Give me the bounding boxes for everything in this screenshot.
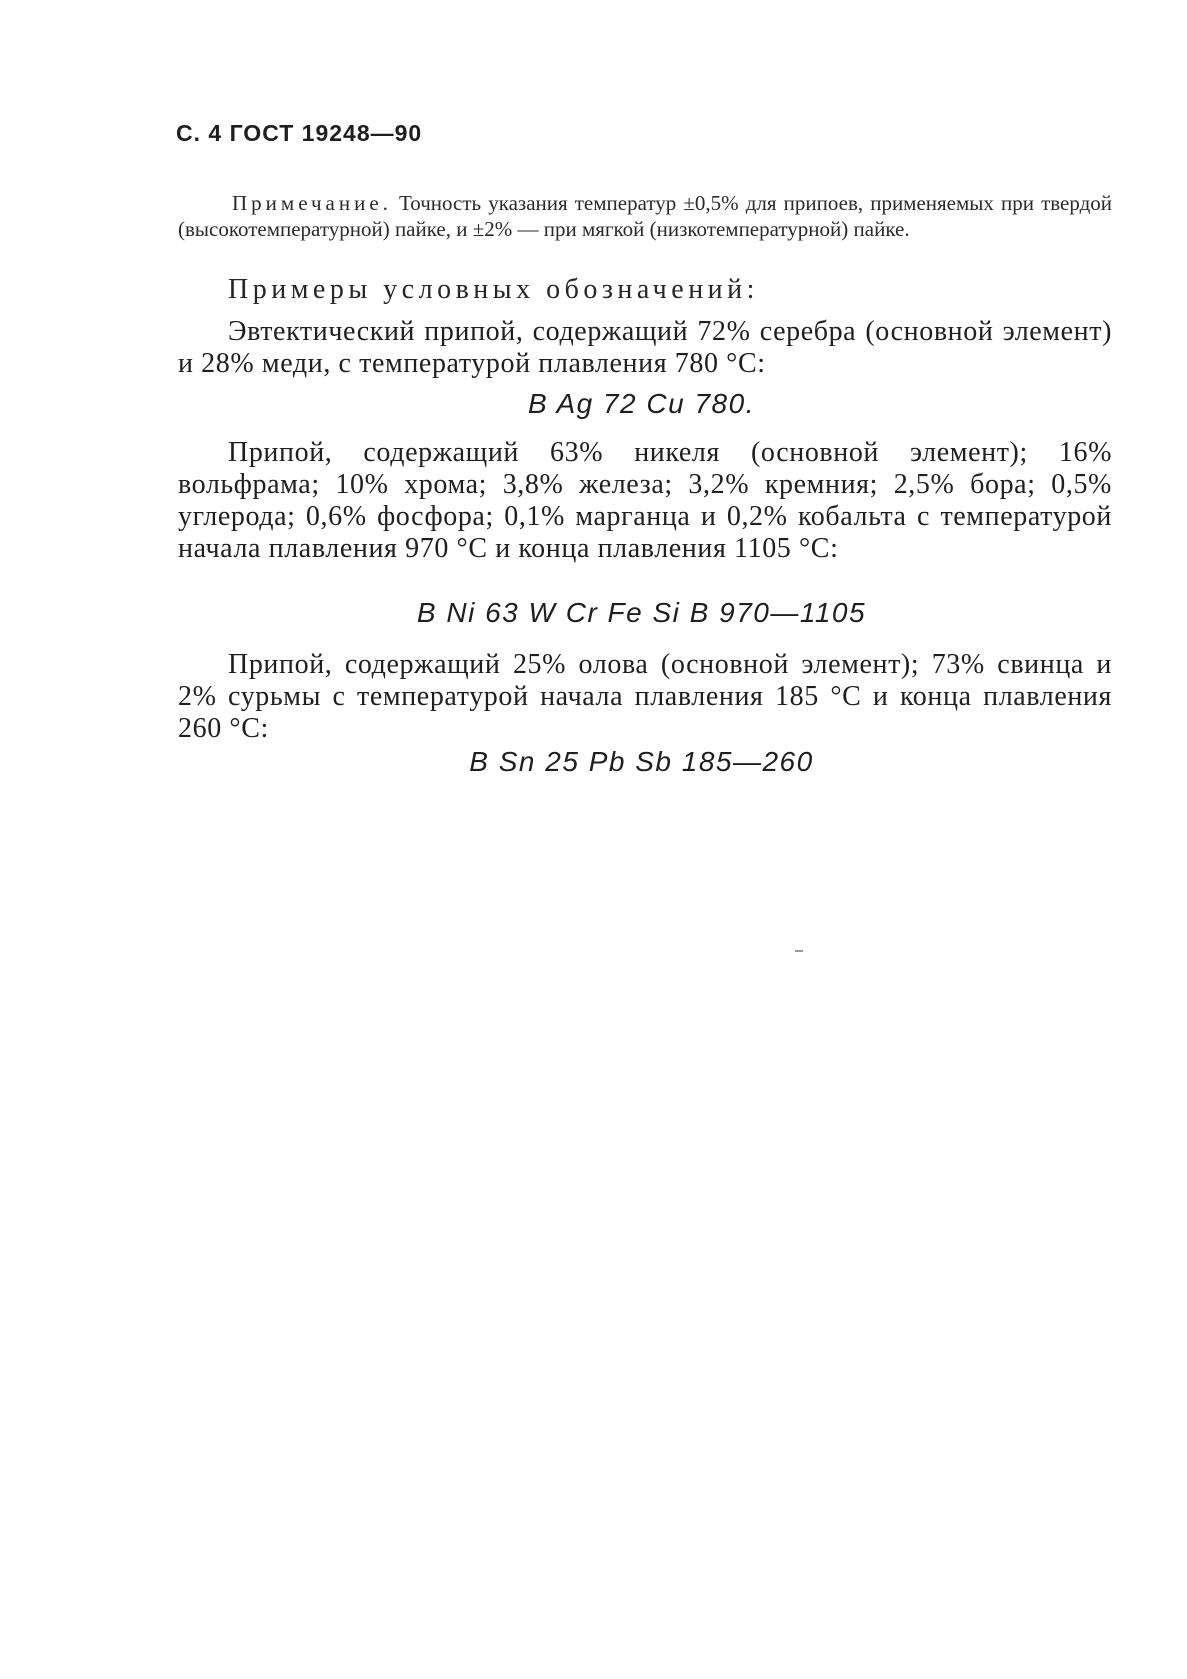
page-header: С. 4 ГОСТ 19248—90	[176, 120, 423, 146]
example-1-designation: B Ag 72 Cu 780.	[528, 388, 755, 419]
note-paragraph	[178, 190, 1112, 242]
example-3-description: Припой, содержащий 25% олова (основной элемент); 73% свинца и 2% сурьмы с температурой начала плавления 185 °С и конца плавления 260 °С:	[178, 649, 1112, 744]
example-3-designation: B Sn 25 Pb Sb 185—260	[469, 746, 814, 777]
example-2-description: Припой, содержащий 63% никеля (основной элемент); 16% вольфрама; 10% хрома; 3,8% железа; 3,2% кремния; 2,5% бора; 0,5% углерода; 0,6% фосфора; 0,1% марганца и 0,2% кобальта с температурой начала плавления 970 °С и конца плавления 1105 °С:	[178, 437, 1112, 564]
examples-heading: Примеры условных обозначений:	[228, 274, 759, 305]
example-2-designation: B Ni 63 W Cr Fe Si B 970—1105	[416, 597, 867, 628]
note-text: Точность указания температур ±0,5% для припоев, применяемых при твердой (высокотемпературной) пайке, и ±2% — при мягкой (низкотемпературной) пайке.	[178, 191, 1113, 241]
scan-speck	[795, 950, 803, 952]
example-1-description: Эвтектический припой, содержащий 72% серебра (основной элемент) и 28% меди, с температурой плавления 780 °С:	[178, 316, 1112, 379]
note-label: Примечание.	[232, 191, 392, 215]
